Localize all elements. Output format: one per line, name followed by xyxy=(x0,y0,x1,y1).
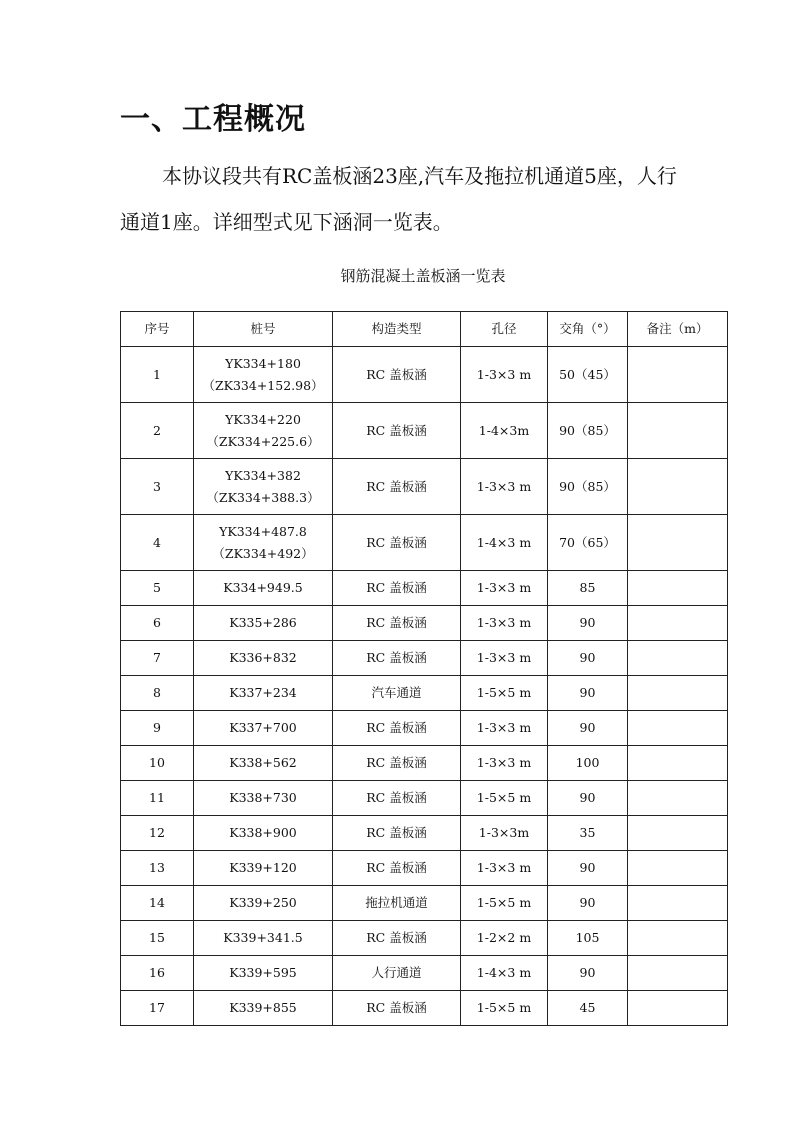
cell-angle: 70（65） xyxy=(548,515,628,571)
cell-span: 1-3×3 m xyxy=(461,347,548,403)
section-heading: 一、工程概况 xyxy=(120,102,306,137)
station-alternate: （ZK334+152.98） xyxy=(202,377,324,393)
cell-span: 1-4×3 m xyxy=(461,956,548,991)
cell-angle: 105 xyxy=(548,921,628,956)
cell-span: 1-3×3 m xyxy=(461,571,548,606)
station-primary: K339+855 xyxy=(229,1000,297,1015)
table-row xyxy=(121,515,728,571)
cell-angle: 45 xyxy=(548,991,628,1026)
cell-span: 1-5×5 m xyxy=(461,991,548,1026)
station-alternate: （ZK334+388.3） xyxy=(206,489,320,505)
table-row xyxy=(121,676,728,711)
cell-angle: 90 xyxy=(548,886,628,921)
cell-span: 1-5×5 m xyxy=(461,781,548,816)
cell-remark xyxy=(628,403,728,459)
cell-remark xyxy=(628,886,728,921)
cell-remark xyxy=(628,816,728,851)
table-row xyxy=(121,459,728,515)
cell-number: 3 xyxy=(121,459,194,515)
station-primary: K334+949.5 xyxy=(223,580,303,595)
table-header-row xyxy=(121,312,728,347)
station-primary: YK334+382 xyxy=(225,467,301,483)
cell-angle: 50（45） xyxy=(548,347,628,403)
overview-paragraph: 本协议段共有RC盖板涵23座,汽车及拖拉机通道5座，人行通道1座。详细型式见下涵洞一览表。 xyxy=(120,164,677,234)
cell-structure-type: RC 盖板涵 xyxy=(333,459,461,515)
station-primary: K339+120 xyxy=(229,860,297,875)
culvert-table xyxy=(120,311,728,1026)
cell-span: 1-4×3m xyxy=(461,403,548,459)
cell-remark xyxy=(628,921,728,956)
station-primary: K337+234 xyxy=(229,685,297,700)
cell-station xyxy=(194,746,333,781)
cell-structure-type: RC 盖板涵 xyxy=(333,347,461,403)
cell-remark xyxy=(628,956,728,991)
cell-span: 1-5×5 m xyxy=(461,676,548,711)
cell-station xyxy=(194,991,333,1026)
cell-remark xyxy=(628,676,728,711)
header-remark: 备注（m） xyxy=(628,312,728,347)
cell-number: 2 xyxy=(121,403,194,459)
table-row xyxy=(121,851,728,886)
station-primary: YK334+180 xyxy=(225,355,301,371)
table-row xyxy=(121,991,728,1026)
cell-station xyxy=(194,711,333,746)
cell-span: 1-3×3m xyxy=(461,816,548,851)
cell-angle: 35 xyxy=(548,816,628,851)
header-station: 桩号 xyxy=(194,312,333,347)
cell-station xyxy=(194,515,333,571)
cell-station xyxy=(194,347,333,403)
cell-structure-type: RC 盖板涵 xyxy=(333,991,461,1026)
table-row xyxy=(121,816,728,851)
cell-span: 1-4×3 m xyxy=(461,515,548,571)
cell-span: 1-2×2 m xyxy=(461,921,548,956)
station-primary: K335+286 xyxy=(229,615,297,630)
table-row xyxy=(121,711,728,746)
header-number: 序号 xyxy=(121,312,194,347)
cell-remark xyxy=(628,781,728,816)
cell-structure-type: RC 盖板涵 xyxy=(333,606,461,641)
table-row xyxy=(121,606,728,641)
cell-span: 1-3×3 m xyxy=(461,606,548,641)
cell-span: 1-3×3 m xyxy=(461,746,548,781)
cell-number: 7 xyxy=(121,641,194,676)
table-row xyxy=(121,403,728,459)
cell-remark xyxy=(628,991,728,1026)
station-primary: K339+250 xyxy=(229,895,297,910)
cell-remark xyxy=(628,347,728,403)
cell-structure-type: RC 盖板涵 xyxy=(333,641,461,676)
station-primary: YK334+220 xyxy=(225,411,301,427)
cell-number: 5 xyxy=(121,571,194,606)
cell-number: 6 xyxy=(121,606,194,641)
cell-span: 1-5×5 m xyxy=(461,886,548,921)
cell-number: 12 xyxy=(121,816,194,851)
cell-number: 4 xyxy=(121,515,194,571)
cell-structure-type: 人行通道 xyxy=(333,956,461,991)
station-primary: K338+730 xyxy=(229,790,297,805)
cell-station xyxy=(194,676,333,711)
table-body xyxy=(121,347,728,1026)
cell-number: 13 xyxy=(121,851,194,886)
table-row xyxy=(121,956,728,991)
header-span: 孔径 xyxy=(461,312,548,347)
cell-angle: 90 xyxy=(548,676,628,711)
table-row xyxy=(121,571,728,606)
cell-angle: 90 xyxy=(548,956,628,991)
header-structure-type: 构造类型 xyxy=(333,312,461,347)
cell-angle: 90 xyxy=(548,641,628,676)
cell-remark xyxy=(628,746,728,781)
table-row xyxy=(121,886,728,921)
cell-angle: 90 xyxy=(548,781,628,816)
cell-structure-type: RC 盖板涵 xyxy=(333,711,461,746)
table-row xyxy=(121,781,728,816)
table-row xyxy=(121,641,728,676)
cell-remark xyxy=(628,641,728,676)
table-row xyxy=(121,921,728,956)
cell-span: 1-3×3 m xyxy=(461,711,548,746)
cell-number: 9 xyxy=(121,711,194,746)
station-alternate: （ZK334+225.6） xyxy=(206,433,320,449)
cell-angle: 85 xyxy=(548,571,628,606)
cell-angle: 100 xyxy=(548,746,628,781)
cell-remark xyxy=(628,851,728,886)
cell-number: 8 xyxy=(121,676,194,711)
cell-structure-type: RC 盖板涵 xyxy=(333,515,461,571)
cell-remark xyxy=(628,571,728,606)
cell-angle: 90 xyxy=(548,606,628,641)
cell-number: 15 xyxy=(121,921,194,956)
cell-structure-type: RC 盖板涵 xyxy=(333,571,461,606)
cell-structure-type: 拖拉机通道 xyxy=(333,886,461,921)
station-primary: K338+900 xyxy=(229,825,297,840)
cell-station xyxy=(194,403,333,459)
cell-span: 1-3×3 m xyxy=(461,641,548,676)
cell-number: 16 xyxy=(121,956,194,991)
cell-number: 14 xyxy=(121,886,194,921)
cell-station xyxy=(194,886,333,921)
cell-angle: 90 xyxy=(548,711,628,746)
cell-remark xyxy=(628,459,728,515)
cell-number: 17 xyxy=(121,991,194,1026)
cell-number: 11 xyxy=(121,781,194,816)
cell-station xyxy=(194,851,333,886)
cell-structure-type: 汽车通道 xyxy=(333,676,461,711)
cell-station xyxy=(194,781,333,816)
table-row xyxy=(121,746,728,781)
cell-station xyxy=(194,641,333,676)
station-primary: K339+595 xyxy=(229,965,297,980)
cell-span: 1-3×3 m xyxy=(461,459,548,515)
cell-angle: 90（85） xyxy=(548,403,628,459)
cell-structure-type: RC 盖板涵 xyxy=(333,746,461,781)
station-primary: K337+700 xyxy=(229,720,297,735)
cell-angle: 90 xyxy=(548,851,628,886)
station-primary: K338+562 xyxy=(229,755,297,770)
station-alternate: （ZK334+492） xyxy=(212,545,314,561)
cell-structure-type: RC 盖板涵 xyxy=(333,816,461,851)
cell-station xyxy=(194,571,333,606)
station-primary: K336+832 xyxy=(229,650,297,665)
cell-number: 10 xyxy=(121,746,194,781)
cell-structure-type: RC 盖板涵 xyxy=(333,781,461,816)
cell-remark xyxy=(628,711,728,746)
station-primary: YK334+487.8 xyxy=(219,523,307,539)
cell-span: 1-3×3 m xyxy=(461,851,548,886)
cell-remark xyxy=(628,515,728,571)
cell-structure-type: RC 盖板涵 xyxy=(333,851,461,886)
cell-remark xyxy=(628,606,728,641)
table-caption: 钢筋混凝土盖板涵一览表 xyxy=(340,267,506,285)
station-primary: K339+341.5 xyxy=(223,930,303,945)
cell-station xyxy=(194,921,333,956)
header-angle: 交角（°） xyxy=(548,312,628,347)
cell-station xyxy=(194,956,333,991)
cell-angle: 90（85） xyxy=(548,459,628,515)
cell-station xyxy=(194,459,333,515)
cell-structure-type: RC 盖板涵 xyxy=(333,403,461,459)
cell-station xyxy=(194,606,333,641)
cell-structure-type: RC 盖板涵 xyxy=(333,921,461,956)
cell-number: 1 xyxy=(121,347,194,403)
cell-station xyxy=(194,816,333,851)
table-row xyxy=(121,347,728,403)
